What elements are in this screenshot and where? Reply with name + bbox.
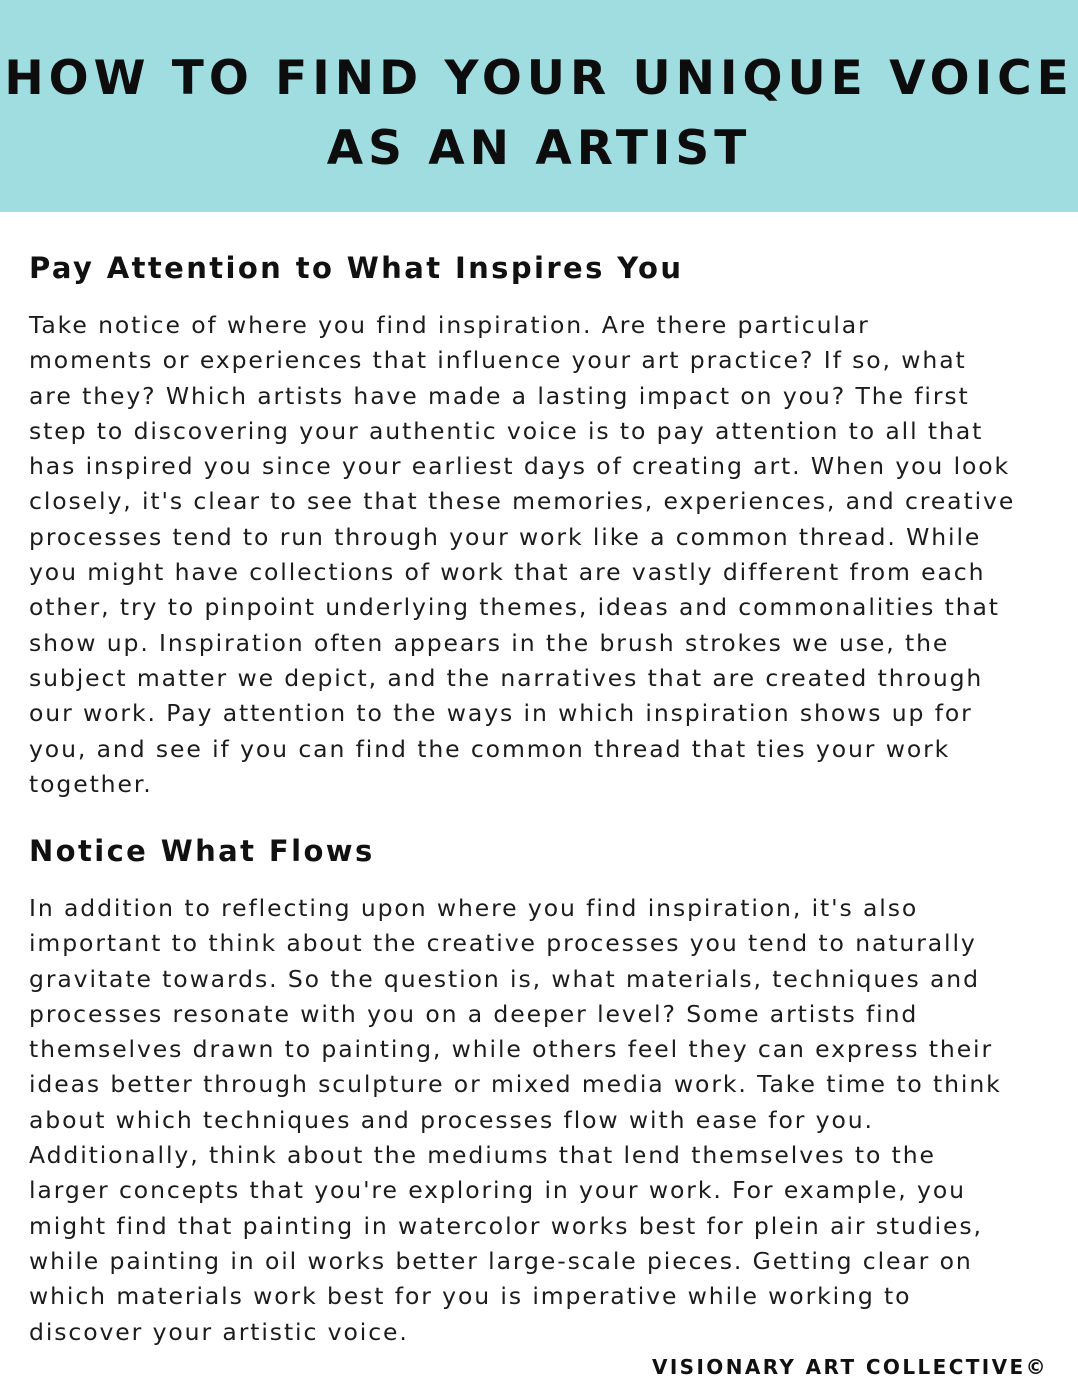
paragraph-line: step to discovering your authentic voice is to pay attention to all that <box>29 416 984 445</box>
paragraph-line: ideas better through sculpture or mixed media work. Take time to think <box>29 1070 1002 1099</box>
page-title-line: AS AN ARTIST <box>326 121 752 176</box>
page-title <box>0 44 1078 184</box>
paragraph-line: Additionally, think about the mediums that lend themselves to the <box>29 1141 936 1170</box>
paragraph-line: processes resonate with you on a deeper level? Some artists find <box>29 999 919 1028</box>
paragraph-line: which materials work best for you is imperative while working to <box>29 1282 912 1311</box>
section-body-inspiration <box>29 308 1059 802</box>
paragraph-line: while painting in oil works better large-scale pieces. Getting clear on <box>29 1246 973 1275</box>
paragraph-line: you, and see if you can find the common thread that ties your work <box>29 734 951 763</box>
paragraph-line: gravitate towards. So the question is, what materials, techniques and <box>29 964 980 993</box>
header-banner <box>0 0 1078 212</box>
paragraph-line: larger concepts that you're exploring in your work. For example, you <box>29 1176 966 1205</box>
paragraph-line: you might have collections of work that are vastly different from each <box>29 558 986 587</box>
section-body-flows <box>29 891 1059 1350</box>
paragraph-line: together. <box>29 769 153 798</box>
paragraph-line: In addition to reflecting upon where you find inspiration, it's also <box>29 894 919 922</box>
paragraph-line: other, try to pinpoint underlying themes, ideas and commonalities that <box>29 593 1000 622</box>
paragraph-line: themselves drawn to painting, while others feel they can express their <box>29 1035 994 1064</box>
footer-credit: VISIONARY ART COLLECTIVE© <box>651 1355 1048 1379</box>
paragraph-line: Take notice of where you find inspiration. Are there particular <box>29 311 870 339</box>
section-heading-inspiration: Pay Attention to What Inspires You <box>29 251 684 285</box>
paragraph-line: discover your artistic voice. <box>29 1317 409 1346</box>
paragraph-line: are they? Which artists have made a lasting impact on you? The first <box>29 381 970 410</box>
paragraph-line: closely, it's clear to see that these memories, experiences, and creative <box>29 487 1016 516</box>
paragraph-line: subject matter we depict, and the narratives that are created through <box>29 663 984 692</box>
paragraph-line: might find that painting in watercolor works best for plein air studies, <box>29 1211 983 1240</box>
paragraph-line: important to think about the creative processes you tend to naturally <box>29 929 977 958</box>
paragraph-line: processes tend to run through your work like a common thread. While <box>29 522 982 551</box>
page-title-line: HOW TO FIND YOUR UNIQUE VOICE <box>4 51 1074 106</box>
paragraph-line: about which techniques and processes flow with ease for you. <box>29 1105 874 1134</box>
paragraph-line: show up. Inspiration often appears in the brush strokes we use, the <box>29 628 950 657</box>
paragraph-line: moments or experiences that influence your art practice? If so, what <box>29 346 967 375</box>
section-heading-flows: Notice What Flows <box>29 834 375 868</box>
paragraph-line: our work. Pay attention to the ways in which inspiration shows up for <box>29 699 973 728</box>
paragraph-line: has inspired you since your earliest days of creating art. When you look <box>29 452 1011 481</box>
